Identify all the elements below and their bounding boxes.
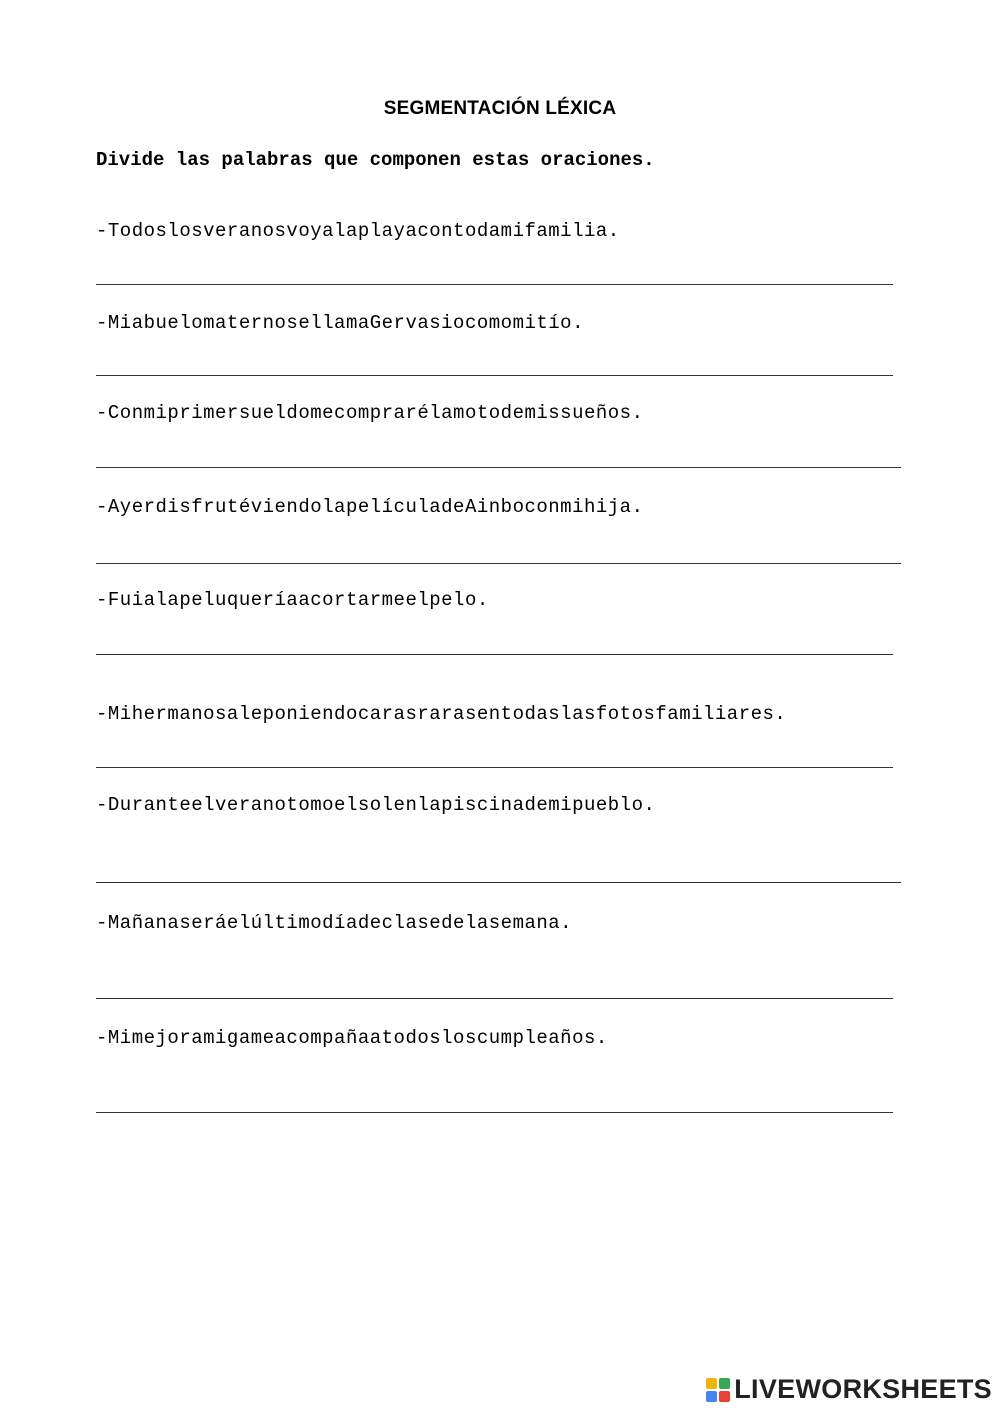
answer-line-7[interactable]	[96, 882, 901, 883]
answer-line-2[interactable]	[96, 375, 893, 376]
exercise-sentence-7: -Duranteelveranotomoelsolenlapiscinademipueblo.	[96, 794, 656, 816]
answer-line-6[interactable]	[96, 767, 893, 768]
exercise-sentence-9: -Mimejoramigameacompañaatodosloscumpleaños.	[96, 1027, 608, 1049]
liveworksheets-logo-icon	[706, 1378, 730, 1402]
exercise-sentence-1: -Todoslosveranosvoyalaplayacontodamifamilia.	[96, 220, 620, 242]
exercise-sentence-2: -MiabuelomaternosellamaGervasiocomomitío.	[96, 312, 584, 334]
logo-text: LIVEWORKSHEETS	[734, 1374, 992, 1404]
liveworksheets-logo	[706, 1374, 992, 1405]
answer-line-8[interactable]	[96, 998, 893, 999]
answer-line-5[interactable]	[96, 654, 893, 655]
exercise-sentence-6: -Mihermanosaleponiendocarasrarasentodaslasfotosfamiliares.	[96, 703, 787, 725]
exercise-sentence-3: -Conmiprimersueldomecomprarélamotodemissueños.	[96, 402, 644, 424]
exercise-sentence-5: -Fuialapeluqueríaacortarmeelpelo.	[96, 589, 489, 611]
instructions: Divide las palabras que componen estas oraciones.	[96, 149, 655, 171]
answer-line-4[interactable]	[96, 563, 901, 564]
answer-line-3[interactable]	[96, 467, 901, 468]
page-title: SEGMENTACIÓN LÉXICA	[383, 98, 617, 119]
exercise-sentence-8: -Mañanaseráelúltimodíadeclasedelasemana.	[96, 912, 573, 934]
answer-line-9[interactable]	[96, 1112, 893, 1113]
exercise-sentence-4: -AyerdisfrutéviendolapelículadeAinboconmihija.	[96, 496, 644, 518]
answer-line-1[interactable]	[96, 284, 893, 285]
